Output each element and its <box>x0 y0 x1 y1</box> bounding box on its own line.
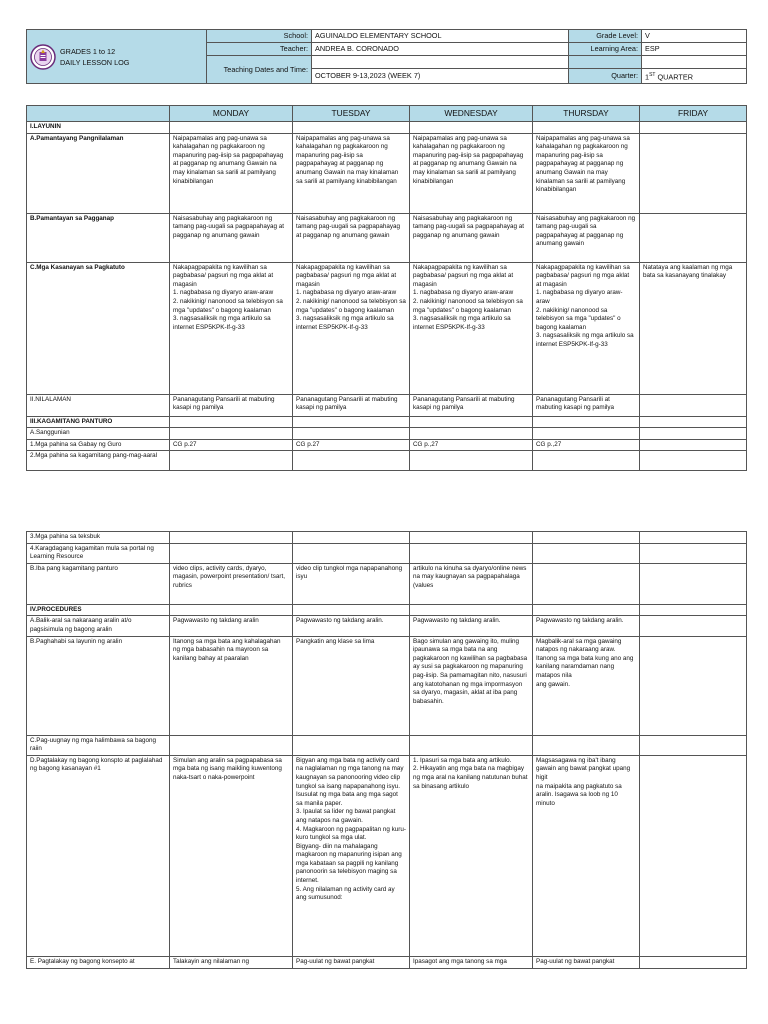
header-title-line1: GRADES 1 to 12 <box>60 46 116 56</box>
cell-friday <box>640 636 747 735</box>
dates-value: OCTOBER 9-13,2023 (WEEK 7) <box>312 69 569 84</box>
row-label: 1.Mga pahina sa Gabay ng Guro <box>27 439 170 451</box>
deped-seal-icon <box>30 44 56 70</box>
section-kagamitan: III.KAGAMITANG PANTURO <box>27 416 170 428</box>
cell-tuesday: Bigyan ang mga bata ng activity card na naglalaman ng mga tanong na may kaugnayan sa panonooring video clip tungkol sa isang napapanahong isyu. Isusulat ng mga bata ang mga sagot sa manila paper. 3. Ipaulat sa lider ng bawat pangkat ang natapos na gawain. 4. Magkaroon ng pagpapalitan ng kuru-kuro tungkol sa mga ulat. Bigyang- diin na mahalagang magkaroon ng mapanuring isipan ang mga kabataan sa pagpili ng kanilang panonoorin sa telebisyon maging sa internet. 5. Ang nilalaman ng activity card ay ang sumusunod: <box>293 755 410 956</box>
cell-monday: CG p.27 <box>170 439 293 451</box>
cell-friday <box>640 439 747 451</box>
dates-label: Teaching Dates and Time: <box>207 56 312 84</box>
dates-blank <box>312 56 569 69</box>
cell-thursday <box>533 563 640 604</box>
cell-thursday: Naipapamalas ang pag-unawa sa kahalagahan ng pagkakaroon ng mapanuring pag-iisip sa pagpapahayag at pagganap ng anumang Gawain na may kinalaman sa sarili at pamilyang kinabibilangan <box>533 133 640 213</box>
cell-monday: Talakayin ang nilalaman ng <box>170 956 293 968</box>
cell-tuesday: Nakapagpapakita ng kawilihan sa pagbabasa/ pagsuri ng mga aklat at magasin 1. nagbabasa ng diyaryo araw-araw 2. nakikinig/ nanonood sa telebisyon sa mga "updates" o bagong kaalaman 3. nagsasaliksik ng mga artikulo sa internet ESP5KPK-If-g-33 <box>293 262 410 394</box>
row-label: A.Balik-aral sa nakaraang aralin at/o pagsisimula ng bagong aralin <box>27 616 170 636</box>
section-layunin: I.LAYUNIN <box>27 122 170 134</box>
row-label: E. Pagtalakay ng bagong konsepto at <box>27 956 170 968</box>
quarter-blank <box>569 56 642 69</box>
row-label: D.Pagtalakay ng bagong konspto at paglalahad ng bagong kasanayan #1 <box>27 755 170 956</box>
cell-wednesday: CG p.,27 <box>410 439 533 451</box>
section-procedures: IV.PROCEDURES <box>27 604 170 616</box>
table-row <box>27 636 747 735</box>
cell-friday <box>640 394 747 416</box>
row-label: C.Pag-uugnay ng mga halimbawa sa bagong raiin <box>27 735 170 755</box>
row-label: 3.Mga pahina sa teksbuk <box>27 532 170 544</box>
section-row <box>27 122 747 134</box>
cell-wednesday: Nakapagpapakita ng kawilihan sa pagbabasa/ pagsuri ng mga aklat at magasin 1. nagbabasa ng diyaryo araw-araw 2. nakikinig/ nanonood sa telebisyon sa mga "updates" o bagong kaalaman 3. nagsasaliksik ng mga artikulo sa internet ESP5KPK-If-g-33 <box>410 262 533 394</box>
day-tuesday: TUESDAY <box>293 106 410 122</box>
table-row <box>27 735 747 755</box>
table-row <box>27 563 747 604</box>
cell-wednesday: Bago simulan ang gawaing ito, muling ipaunawa sa mga bata na ang pagkakaroon ng kawilihan sa pagbabasa ay susi sa pagkakaroon ng mapanuring pag-iisip. Sa pamamagitan nito, nasusuri ang katotohanan ng mga impormasyon sa dyaryo, magasin, aklat at iba pang babasahin. <box>410 636 533 735</box>
row-label: A.Pamantayang Pangnilalaman <box>27 133 170 213</box>
table-row <box>27 956 747 968</box>
section-row <box>27 604 747 616</box>
header-logo-cell <box>27 30 207 84</box>
cell-thursday: Pag-uulat ng bawat pangkat <box>533 956 640 968</box>
school-label: School: <box>207 30 312 43</box>
cell-tuesday: Pananagutang Pansarili at mabuting kasapi ng pamilya <box>293 394 410 416</box>
table-row <box>27 394 747 416</box>
lesson-log-table-page1 <box>26 105 747 471</box>
cell-thursday: Magsasagawa ng iba't ibang gawain ang bawat pangkat upang higit na maipakita ang pagkatuto sa aralin. Isagawa sa loob ng 10 minuto <box>533 755 640 956</box>
table-row <box>27 532 747 544</box>
cell-wednesday: artikulo na kinuha sa dyaryo/online news na may kaugnayan sa pagpapahalaga (values <box>410 563 533 604</box>
cell-tuesday: Pag-uulat ng bawat pangkat <box>293 956 410 968</box>
day-wednesday: WEDNESDAY <box>410 106 533 122</box>
lesson-log-table-page2 <box>26 531 747 969</box>
table-row <box>27 755 747 956</box>
cell-monday: Naipapamalas ang pag-unawa sa kahalagahan ng pagkakaroon ng mapanuring pag-iisip sa pagpapahayag at pagganap ng anumang Gawain na may kinalaman sa sarili at pamilyang kinabibilangan <box>170 133 293 213</box>
table-row <box>27 262 747 394</box>
cell-thursday: Pagwawasto ng takdang aralin. <box>533 616 640 636</box>
cell-tuesday: CG p.27 <box>293 439 410 451</box>
cell-tuesday: Pangkatin ang klase sa lima <box>293 636 410 735</box>
table-row <box>27 451 747 471</box>
cell-thursday: Nakapagpapakita ng kawilihan sa pagbabasa/ pagsuri ng mga aklat at magasin 1. nagbabasa ng diyaryo araw- araw 2. nakikinig/ nanonood sa telebisyon sa mga "updates" o bagong kaalaman 3. nagsasaliksik ng mga artikulo sa internet ESP5KPK-If-g-33 <box>533 262 640 394</box>
learning-area-value: ESP <box>642 43 747 56</box>
quarter-suffix: ST <box>649 72 656 78</box>
day-header-blank <box>27 106 170 122</box>
header-table <box>26 29 747 84</box>
cell-monday: Naisasabuhay ang pagkakaroon ng tamang pag-uugali sa pagpapahayag at pagganap ng anumang gawain <box>170 213 293 262</box>
quarter-value <box>642 69 747 84</box>
table-row <box>27 213 747 262</box>
cell-wednesday: 1. Ipasuri sa mga bata ang artikulo. 2. Hikayatin ang mga bata na magbigay ng mga aral na kanilang natutunan buhat sa binasang artikulo <box>410 755 533 956</box>
row-label: B.Iba pang kagamitang panturo <box>27 563 170 604</box>
table-row <box>27 616 747 636</box>
cell-thursday: CG p.,27 <box>533 439 640 451</box>
cell-monday: Simulan ang aralin sa pagpapabasa sa mga bata ng isang maikling kuwentong naka-tsart o naka-powerpoint <box>170 755 293 956</box>
table-row <box>27 543 747 563</box>
cell-wednesday: Naisasabuhay ang pagkakaroon ng tamang pag-uugali sa pagpapahayag at pagganap ng anumang gawain <box>410 213 533 262</box>
day-thursday: THURSDAY <box>533 106 640 122</box>
table-row <box>27 133 747 213</box>
cell-friday: Natataya ang kaalaman ng mga bata sa kasanayang tinalakay <box>640 262 747 394</box>
quarter-label: Quarter: <box>569 69 642 84</box>
cell-tuesday: Pagwawasto ng takdang aralin. <box>293 616 410 636</box>
row-label: 2.Mga pahina sa kagamitang pang-mag-aaral <box>27 451 170 471</box>
section-row <box>27 416 747 428</box>
cell-tuesday: video clip tungkol mga napapanahong isyu <box>293 563 410 604</box>
table-row <box>27 428 747 440</box>
cell-wednesday: Pagwawasto ng takdang aralin. <box>410 616 533 636</box>
cell-wednesday: Naipapamalas ang pag-unawa sa kahalagahan ng pagkakaroon ng mapanuring pag-iisip sa pagpapahayag at pagganap ng anumang Gawain na may kinalaman sa sarili at pamilyang kinabibilangan <box>410 133 533 213</box>
quarter-blank-value <box>642 56 747 69</box>
row-label: II.NILALAMAN <box>27 394 170 416</box>
quarter-word: QUARTER <box>655 72 694 82</box>
cell-monday: video clips, activity cards, dyaryo, magasin, powerpoint presentation/ tsart, rubrics <box>170 563 293 604</box>
row-label: B.Pamantayan sa Pagganap <box>27 213 170 262</box>
cell-monday: Itanong sa mga bata ang kahalagahan ng mga babasahin na mayroon sa kanilang bahay at paaralan <box>170 636 293 735</box>
cell-tuesday: Naipapamalas ang pag-unawa sa kahalagahan ng pagkakaroon ng mapanuring pag-iisip sa pagpapahayag at pagganap ng anumang Gawain na may kinalaman sa sarili at pamilyang kinabibilangan <box>293 133 410 213</box>
cell-friday <box>640 563 747 604</box>
learning-area-label: Learning Area: <box>569 43 642 56</box>
row-label: 4.Karagdagang kagamitan mula sa portal ng Learning Resource <box>27 543 170 563</box>
cell-thursday: Magbalik-aral sa mga gawaing natapos ng nakaraang araw. Itanong sa mga bata kung ano ang kanilang naramdaman nang matapos nila ang gawain. <box>533 636 640 735</box>
cell-thursday: Naisasabuhay ang pagkakaroon ng tamang pag-uugali sa pagpapahayag at pagganap ng anumang gawain <box>533 213 640 262</box>
day-monday: MONDAY <box>170 106 293 122</box>
cell-wednesday: Pananagutang Pansarili at mabuting kasapi ng pamilya <box>410 394 533 416</box>
row-label: B.Paghahabi sa layunin ng aralin <box>27 636 170 735</box>
quarter-number: 1 <box>645 72 650 82</box>
cell-friday <box>640 956 747 968</box>
school-value: AGUINALDO ELEMENTARY SCHOOL <box>312 30 569 43</box>
cell-tuesday: Naisasabuhay ang pagkakaroon ng tamang pag-uugali sa pagpapahayag at pagganap ng anumang gawain <box>293 213 410 262</box>
grade-level-label: Grade Level: <box>569 30 642 43</box>
cell-monday: Pagwawasto ng takdang aralin <box>170 616 293 636</box>
header-title-line2: DAILY LESSON LOG <box>60 57 130 67</box>
cell-friday <box>640 616 747 636</box>
teacher-value: ANDREA B. CORONADO <box>312 43 569 56</box>
row-label: C.Mga Kasanayan sa Pagkatuto <box>27 262 170 394</box>
cell-friday <box>640 213 747 262</box>
cell-friday <box>640 133 747 213</box>
table-row <box>27 439 747 451</box>
row-label: A.Sanggunian <box>27 428 170 440</box>
grade-level-value: V <box>642 30 747 43</box>
cell-wednesday: Ipasagot ang mga tanong sa mga <box>410 956 533 968</box>
teacher-label: Teacher: <box>207 43 312 56</box>
day-header-row <box>27 106 747 122</box>
cell-friday <box>640 755 747 956</box>
cell-thursday: Pananagutang Pansarili at mabuting kasapi ng pamilya <box>533 394 640 416</box>
cell-monday: Nakapagpapakita ng kawilihan sa pagbabasa/ pagsuri ng mga aklat at magasin 1. nagbabasa ng diyaryo araw-araw 2. nakikinig/ nanonood sa telebisyon sa mga "updates" o bagong kaalaman 3. nagsasaliksik ng mga artikulo sa internet ESP5KPK-If-g-33 <box>170 262 293 394</box>
cell-monday: Pananagutang Pansarili at mabuting kasapi ng pamilya <box>170 394 293 416</box>
day-friday: FRIDAY <box>640 106 747 122</box>
